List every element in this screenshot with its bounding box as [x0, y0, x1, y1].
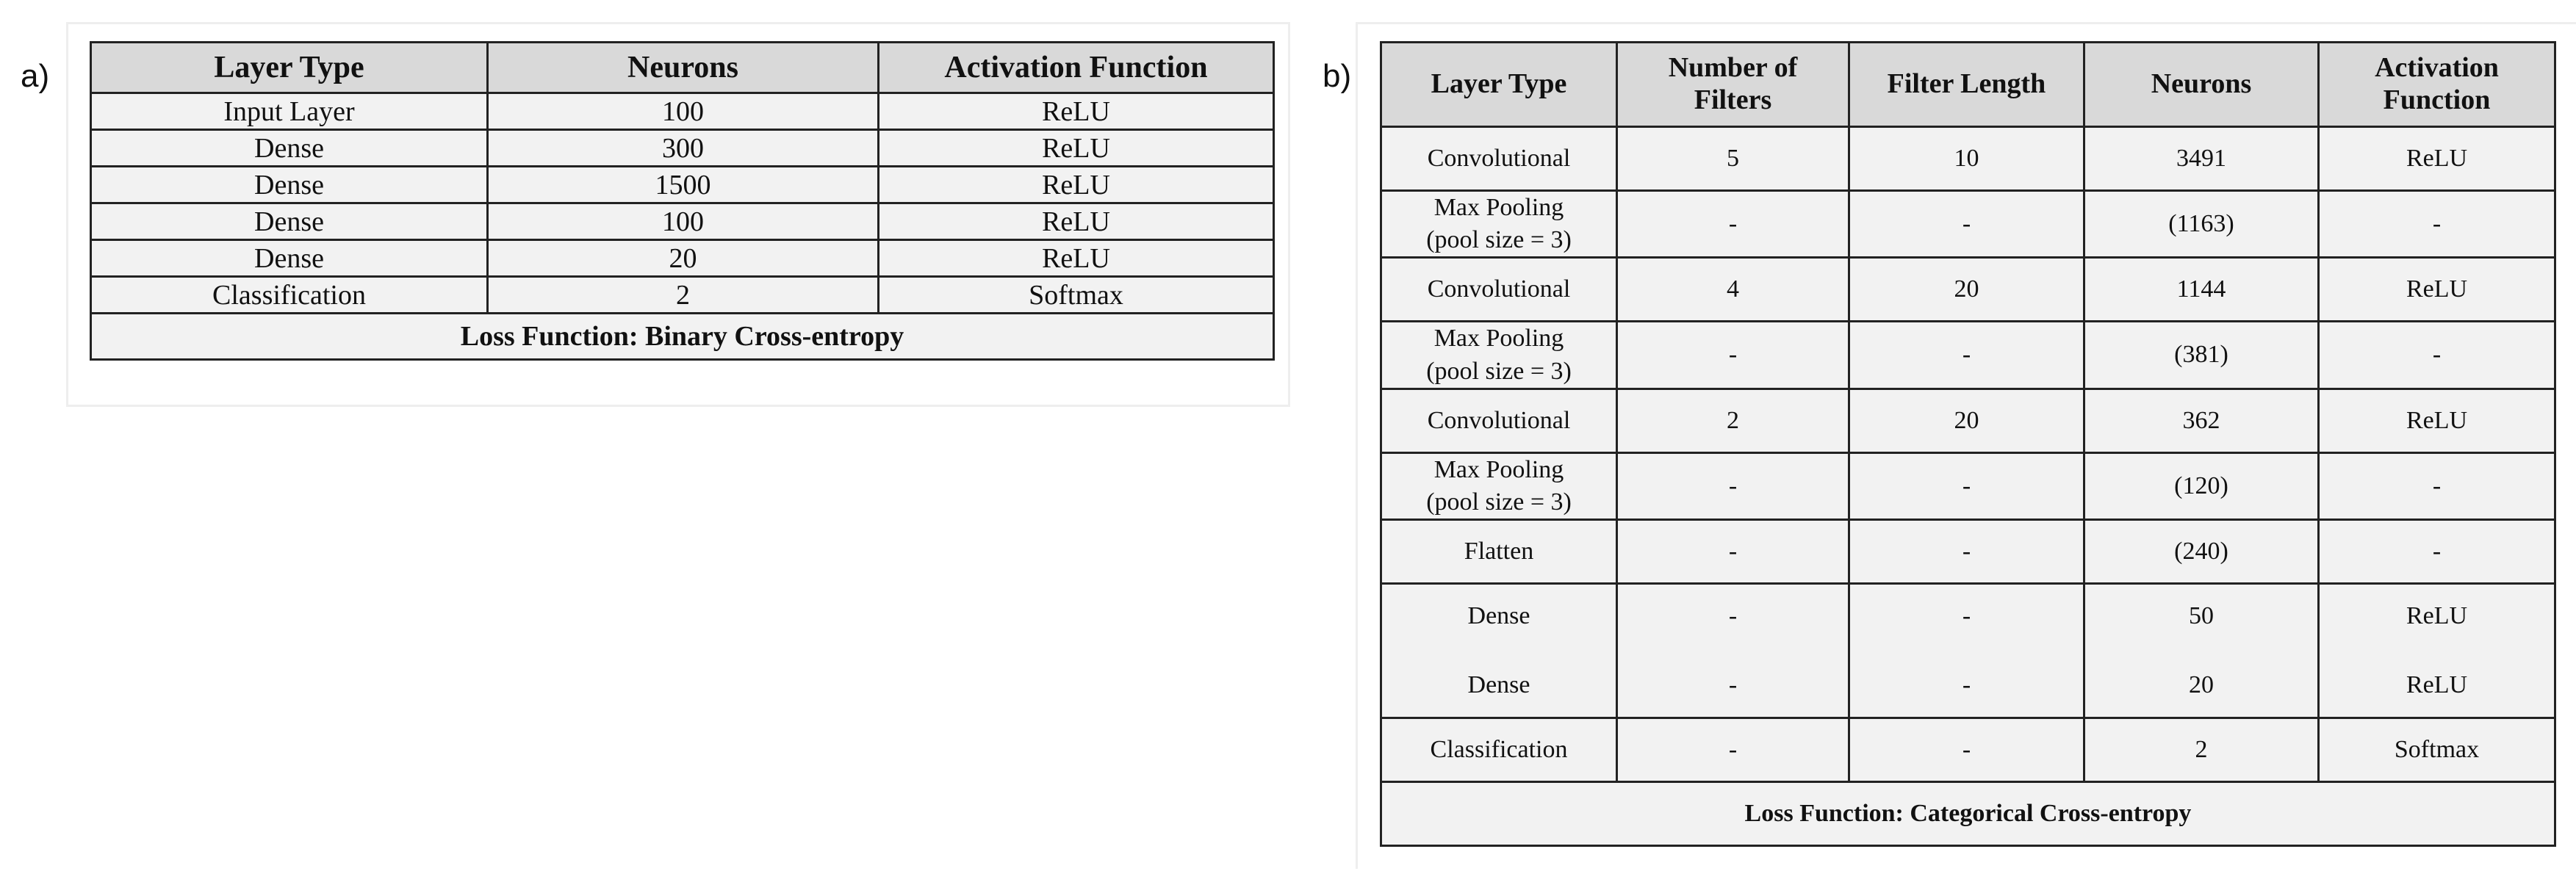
- filters-cell: -: [1617, 452, 1849, 519]
- table-row: [1381, 127, 2555, 191]
- table-row: [1381, 191, 2555, 258]
- filter-length-cell: -: [1849, 520, 2084, 584]
- activation-cell: ReLU: [879, 130, 1274, 167]
- layer-name: Max Pooling: [1433, 455, 1564, 483]
- layer-type-cell: Convolutional: [1381, 258, 1617, 322]
- filters-cell: [1617, 584, 1849, 718]
- header-layer-type: Layer Type: [1381, 43, 1617, 127]
- dense-layer-2: Dense: [1467, 671, 1530, 699]
- table-header-row: [91, 43, 1274, 93]
- activation-cell: ReLU: [879, 167, 1274, 203]
- layer-type-cell: Input Layer: [91, 93, 488, 130]
- neurons-cell: 362: [2084, 389, 2319, 452]
- table-row: [91, 240, 1274, 277]
- neurons-cell: 2: [488, 277, 879, 314]
- table-row: [1381, 389, 2555, 452]
- header-neurons: Neurons: [2084, 43, 2319, 127]
- activation-cell: -: [2319, 191, 2555, 258]
- dense-filters-1: -: [1728, 601, 1738, 629]
- table-header-row: [1381, 43, 2555, 127]
- dense-activation-2: ReLU: [2406, 671, 2468, 699]
- neurons-cell: (1163): [2084, 191, 2319, 258]
- activation-cell: ReLU: [879, 240, 1274, 277]
- filter-length-cell: -: [1849, 718, 2084, 782]
- layer-type-cell: Dense: [91, 240, 488, 277]
- neurons-cell: (240): [2084, 520, 2319, 584]
- table-row: [91, 93, 1274, 130]
- layer-type-cell: Classification: [91, 277, 488, 314]
- neurons-cell: 1500: [488, 167, 879, 203]
- table-footer-row: [1381, 782, 2555, 846]
- dense-layer-1: Dense: [1467, 601, 1530, 629]
- layer-name: Max Pooling: [1433, 194, 1564, 221]
- neurons-cell: 20: [488, 240, 879, 277]
- filter-length-cell: -: [1849, 191, 2084, 258]
- filters-cell: -: [1617, 520, 1849, 584]
- layer-type-cell: [1381, 322, 1617, 389]
- pool-size-note: (pool size = 3): [1426, 488, 1572, 516]
- neurons-cell: (120): [2084, 452, 2319, 519]
- table-row: [91, 203, 1274, 240]
- table-row: [1381, 258, 2555, 322]
- layer-type-cell: Convolutional: [1381, 127, 1617, 191]
- neurons-cell: 3491: [2084, 127, 2319, 191]
- layer-type-cell: Dense: [91, 167, 488, 203]
- neurons-cell: [2084, 584, 2319, 718]
- filters-cell: -: [1617, 718, 1849, 782]
- header-number-of-filters-line2: Filters: [1694, 84, 1772, 115]
- layer-type-cell: [1381, 191, 1617, 258]
- filter-length-cell: [1849, 584, 2084, 718]
- header-filter-length: Filter Length: [1849, 43, 2084, 127]
- activation-cell: -: [2319, 322, 2555, 389]
- pool-size-note: (pool size = 3): [1426, 226, 1572, 254]
- header-layer-type: Layer Type: [91, 43, 488, 93]
- layer-type-cell: Dense: [91, 203, 488, 240]
- cnn-table: [1380, 41, 2556, 847]
- activation-cell: ReLU: [879, 93, 1274, 130]
- activation-cell: ReLU: [2319, 389, 2555, 452]
- neurons-cell: 2: [2084, 718, 2319, 782]
- activation-cell: -: [2319, 520, 2555, 584]
- activation-cell: ReLU: [2319, 127, 2555, 191]
- neurons-cell: 300: [488, 130, 879, 167]
- header-neurons: Neurons: [488, 43, 879, 93]
- neurons-cell: 100: [488, 93, 879, 130]
- table-row: [1381, 452, 2555, 519]
- layer-type-cell: Convolutional: [1381, 389, 1617, 452]
- activation-cell: [2319, 584, 2555, 718]
- header-number-of-filters-line1: Number of: [1668, 52, 1798, 84]
- table-footer-row: [91, 314, 1274, 360]
- filters-cell: -: [1617, 191, 1849, 258]
- filter-length-cell: -: [1849, 322, 2084, 389]
- neurons-cell: 100: [488, 203, 879, 240]
- activation-cell: -: [2319, 452, 2555, 519]
- panel-label-b: b): [1323, 58, 1352, 94]
- dense-length-2: -: [1962, 671, 1971, 699]
- layer-type-cell: Classification: [1381, 718, 1617, 782]
- activation-cell: ReLU: [2319, 258, 2555, 322]
- dense-neurons-2: 20: [2189, 671, 2214, 699]
- dense-activation-1: ReLU: [2406, 601, 2468, 629]
- panel-label-a: a): [21, 58, 50, 94]
- header-activation-line2: Function: [2383, 84, 2491, 115]
- loss-function-cell: Loss Function: Categorical Cross-entropy: [1381, 782, 2555, 846]
- table-row: [91, 130, 1274, 167]
- activation-cell: ReLU: [879, 203, 1274, 240]
- dense-network-table: [90, 41, 1275, 361]
- header-activation-line1: Activation: [2375, 52, 2499, 84]
- loss-function-cell: Loss Function: Binary Cross-entropy: [91, 314, 1274, 360]
- dense-neurons-1: 50: [2189, 601, 2214, 629]
- table-row-dense-block: [1381, 584, 2555, 718]
- filters-cell: 2: [1617, 389, 1849, 452]
- activation-cell: Softmax: [2319, 718, 2555, 782]
- filter-length-cell: 10: [1849, 127, 2084, 191]
- header-activation-function: Activation Function: [879, 43, 1274, 93]
- table-row: [91, 277, 1274, 314]
- neurons-cell: 1144: [2084, 258, 2319, 322]
- layer-name: Max Pooling: [1433, 325, 1564, 353]
- table-row: [1381, 322, 2555, 389]
- filter-length-cell: 20: [1849, 389, 2084, 452]
- filter-length-cell: -: [1849, 452, 2084, 519]
- header-number-of-filters: [1617, 43, 1849, 127]
- neurons-cell: (381): [2084, 322, 2319, 389]
- layer-type-cell: [1381, 452, 1617, 519]
- header-activation-function: [2319, 43, 2555, 127]
- filters-cell: 5: [1617, 127, 1849, 191]
- table-row: [1381, 520, 2555, 584]
- filters-cell: 4: [1617, 258, 1849, 322]
- filters-cell: -: [1617, 322, 1849, 389]
- dense-length-1: -: [1962, 601, 1971, 629]
- filter-length-cell: 20: [1849, 258, 2084, 322]
- activation-cell: Softmax: [879, 277, 1274, 314]
- dense-filters-2: -: [1728, 671, 1738, 699]
- pool-size-note: (pool size = 3): [1426, 357, 1572, 385]
- layer-type-cell: [1381, 584, 1617, 718]
- table-row: [1381, 718, 2555, 782]
- layer-type-cell: Dense: [91, 130, 488, 167]
- table-row: [91, 167, 1274, 203]
- layer-type-cell: Flatten: [1381, 520, 1617, 584]
